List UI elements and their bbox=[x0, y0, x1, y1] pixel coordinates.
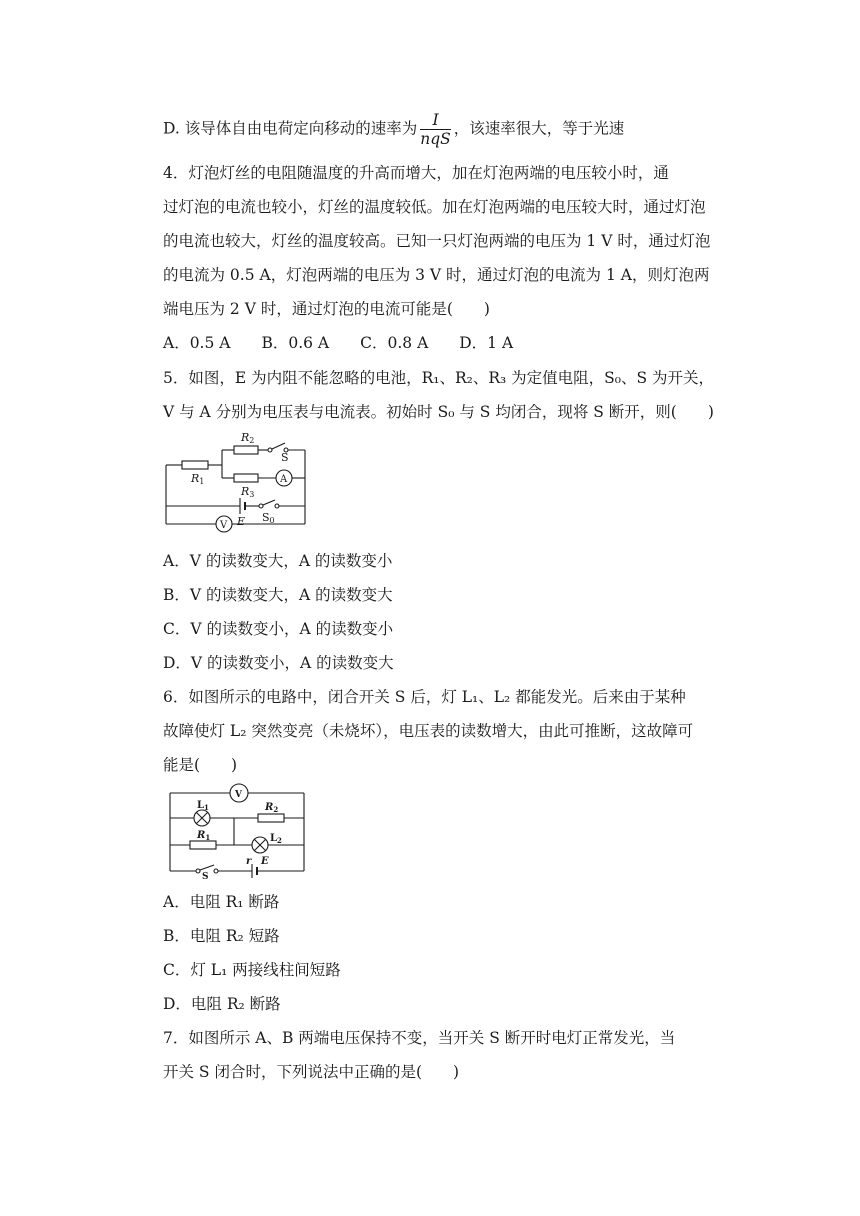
fraction-numerator: I bbox=[420, 111, 451, 130]
ammeter-label: A bbox=[280, 474, 288, 485]
voltmeter-label: V bbox=[220, 520, 228, 531]
q4-line-2: 过灯泡的电流也较小，灯丝的温度较低。加在灯泡两端的电压较大时，通过灯泡 bbox=[163, 198, 706, 216]
label-e: E bbox=[237, 515, 246, 528]
q6-option-b: B．电阻 R₂ 短路 bbox=[163, 927, 280, 945]
label-r2: R2 bbox=[241, 431, 255, 445]
circuit-diagram-q6 bbox=[162, 781, 312, 879]
q4-line-5: 端电压为 2 V 时，通过灯泡的电流可能是( ) bbox=[163, 300, 490, 318]
voltmeter-label: V bbox=[235, 790, 242, 800]
q6-option-a: A．电阻 R₁ 断路 bbox=[163, 893, 280, 911]
q7-line-2: 开关 S 闭合时，下列说法中正确的是( ) bbox=[163, 1063, 460, 1081]
q4-line-3: 的电流也较大，灯丝的温度较高。已知一只灯泡两端的电压为 1 V 时，通过灯泡 bbox=[163, 232, 711, 250]
option-d-line bbox=[163, 111, 624, 148]
option-d-text: D. 该导体自由电荷定向移动的速率为 bbox=[163, 119, 418, 138]
q4-options: A．0.5 A B．0.6 A C．0.8 A D．1 A bbox=[163, 334, 514, 352]
label-s0: S0 bbox=[262, 511, 275, 525]
q5-option-d: D．V 的读数变小，A 的读数变大 bbox=[163, 654, 394, 672]
q7-line-1: 7．如图所示 A、B 两端电压保持不变，当开关 S 断开时电灯正常发光，当 bbox=[163, 1029, 676, 1047]
q5-line-2: V 与 A 分别为电压表与电流表。初始时 S₀ 与 S 均闭合，现将 S 断开，则( ) bbox=[163, 403, 714, 421]
label-s: S bbox=[281, 451, 289, 464]
q6-option-c: C．灯 L₁ 两接线柱间短路 bbox=[163, 961, 341, 979]
label-r-internal: r bbox=[246, 856, 252, 867]
label-s: S bbox=[202, 872, 209, 879]
label-l2: $L_2$ bbox=[270, 833, 282, 845]
label-e: E bbox=[261, 856, 269, 867]
label-l1: $L_1$ bbox=[197, 800, 209, 812]
q6-line-2: 故障使灯 L₂ 突然变亮（未烧坏），电压表的读数增大，由此可推断，这故障可 bbox=[163, 722, 694, 740]
q4-line-4: 的电流为 0.5 A，灯泡两端的电压为 3 V 时，通过灯泡的电流为 1 A，则灯泡两 bbox=[163, 266, 710, 284]
q5-option-b: B．V 的读数变大，A 的读数变大 bbox=[163, 586, 393, 604]
q5-option-a: A．V 的读数变大，A 的读数变小 bbox=[163, 552, 393, 570]
label-r2: $R_2$ bbox=[265, 802, 279, 814]
option-d-text-end: ，该速率很大，等于光速 bbox=[453, 119, 625, 138]
q4-line-1: 4．灯泡灯丝的电阻随温度的升高而增大，加在灯泡两端的电压较小时，通 bbox=[163, 164, 669, 182]
q6-line-1: 6．如图所示的电路中，闭合开关 S 后，灯 L₁、L₂ 都能发光。后来由于某种 bbox=[163, 688, 686, 706]
label-r3: R3 bbox=[241, 485, 255, 499]
circuit-diagram-q5 bbox=[162, 430, 312, 535]
fraction bbox=[420, 111, 451, 148]
q6-line-3: 能是( ) bbox=[163, 756, 238, 774]
fraction-denominator: nqS bbox=[420, 130, 451, 148]
q6-option-d: D．电阻 R₂ 断路 bbox=[163, 995, 281, 1013]
q5-option-c: C．V 的读数变小，A 的读数变小 bbox=[163, 620, 394, 638]
q5-line-1: 5．如图，E 为内阻不能忽略的电池，R₁、R₂、R₃ 为定值电阻，S₀、S 为开关， bbox=[163, 369, 715, 387]
label-r1: R1 bbox=[191, 472, 205, 486]
label-r1: $R_1$ bbox=[197, 830, 211, 842]
